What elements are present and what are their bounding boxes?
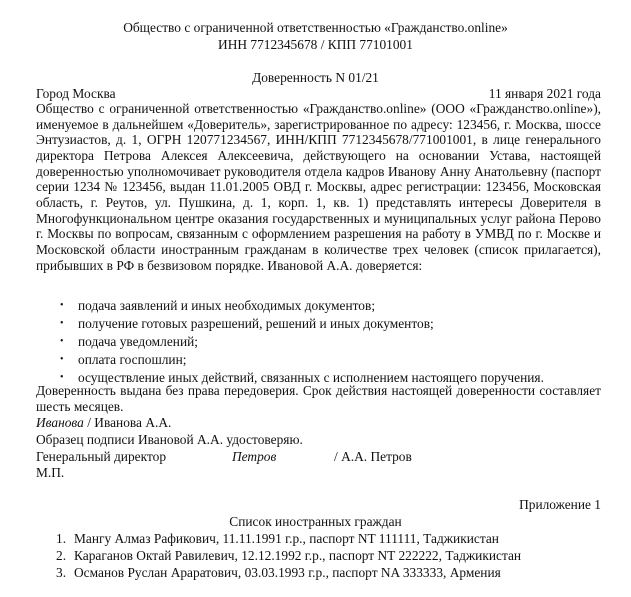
foreign-citizens-list bbox=[36, 531, 601, 582]
citizen-entry: Караганов Октай Равилевич, 12.12.1992 г.р., паспорт NT 222222, Таджикистан bbox=[74, 548, 522, 563]
certify-line: Образец подписи Ивановой А.А. удостоверяю. bbox=[36, 432, 303, 447]
trustee-name: / Иванова А.А. bbox=[87, 415, 172, 430]
document-title: Доверенность N 01/21 bbox=[252, 70, 379, 85]
trustee-signature-line bbox=[36, 415, 171, 431]
appendix-label: Приложение 1 bbox=[519, 497, 601, 512]
list-item bbox=[36, 334, 601, 352]
document-date: 11 января 2021 года bbox=[488, 86, 601, 101]
director-signature: Петров bbox=[232, 449, 277, 464]
place: Город Москва bbox=[36, 86, 116, 101]
item-number: 3. bbox=[56, 565, 67, 580]
trustee-signature: Иванова bbox=[36, 415, 84, 430]
power-text: подача уведомлений; bbox=[78, 334, 198, 349]
power-text: получение готовых разрешений, решений и иных документов; bbox=[78, 316, 434, 331]
citizen-entry: Мангу Алмаз Рафикович, 11.11.1991 г.р., паспорт NT 111111, Таджикистан bbox=[74, 531, 499, 546]
list-item bbox=[36, 548, 601, 565]
stamp-place: М.П. bbox=[36, 465, 65, 480]
bullet-icon: • bbox=[60, 300, 64, 311]
bullet-icon: • bbox=[60, 318, 64, 329]
power-text: осуществление иных действий, связанных с исполнением настоящего поручения. bbox=[78, 370, 544, 385]
power-text: оплата госпошлин; bbox=[78, 352, 187, 367]
bullet-icon: • bbox=[60, 354, 64, 365]
inn-kpp-line: ИНН 7712345678 / КПП 77101001 bbox=[218, 37, 413, 52]
director-name: / А.А. Петров bbox=[334, 449, 412, 464]
org-header: Общество с ограниченной ответственностью «Гражданство.online» bbox=[123, 20, 508, 35]
item-number: 2. bbox=[56, 548, 67, 563]
bullet-icon: • bbox=[60, 336, 64, 347]
list-item bbox=[36, 565, 601, 582]
list-item bbox=[36, 352, 601, 370]
power-text: подача заявлений и иных необходимых документов; bbox=[78, 298, 376, 313]
list-item bbox=[36, 316, 601, 334]
citizen-entry: Османов Руслан Араратович, 03.03.1993 г.р., паспорт NA 333333, Армения bbox=[74, 565, 501, 580]
list-item bbox=[36, 298, 601, 316]
bullet-icon: • bbox=[60, 372, 64, 383]
item-number: 1. bbox=[56, 531, 67, 546]
list-item bbox=[36, 531, 601, 548]
director-position: Генеральный директор bbox=[36, 449, 167, 464]
body-paragraph: Общество с ограниченной ответственностью «Гражданство.online» (ООО «Гражданство.online»), именуемое в дальнейшем «Доверитель», зарегистрированное по адресу: 123456, г. Москва, шоссе Энтузиастов, д. 1, ОГРН 120771234567, ИНН/КПП 7712345678/771001001, в лице генерального директора Петрова Алексея Алексеевича, действующего на основании Устава, настоящей доверенностью уполномочивает руководителя отдела кадров Иванову Анну Анатольевну (паспорт серии 1234 № 123456, выдан 11.01.2005 ОВД г. Москвы, адрес регистрации: 123456, Московская область, г. Реутов, ул. Пушкина, д. 1, корп. 1, кв. 1) представлять интересы Доверителя в Многофункциональном центре оказания государственных и муниципальных услуг района Перово г. Москвы по вопросам, связанным с оформлением разрешения на работу в УМВД по г. Москве и Московской области иностранным гражданам в количестве трех человек (список прилагается), прибывших в РФ в безвизовом порядке. Ивановой А.А. доверяется: bbox=[36, 101, 601, 273]
appendix-title: Список иностранных граждан bbox=[229, 514, 402, 529]
powers-list bbox=[36, 298, 601, 388]
validity-paragraph: Доверенность выдана без права передоверия. Срок действия настоящей доверенности составляет шесть месяцев. bbox=[36, 383, 601, 414]
